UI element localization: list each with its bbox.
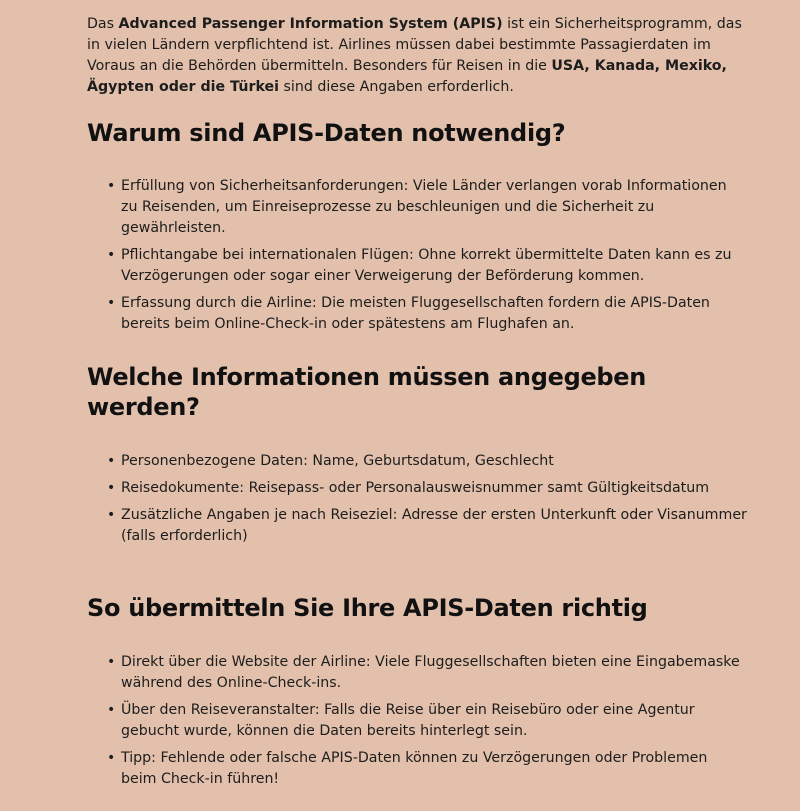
section-list-why [87, 176, 747, 341]
bullet-icon: • [107, 750, 116, 766]
list-item-text: Direkt über die Website der Airline: Viele Fluggesellschaften bieten eine Eingabemaske während des Online-Check-ins. [121, 654, 740, 691]
intro-paragraph [87, 14, 747, 98]
intro-text-3: sind diese Angaben erforderlich. [279, 79, 514, 95]
bullet-icon: • [107, 295, 116, 311]
list-item-text: Pflichtangabe bei internationalen Flügen: Ohne korrekt übermittelte Daten kann es zu Verzögerungen oder sogar einer Verweigerung der Beförderung kommen. [121, 247, 732, 284]
list-item [87, 478, 747, 499]
bullet-icon: • [107, 480, 116, 496]
list-item [87, 245, 747, 287]
section-list-which-info [87, 451, 747, 553]
list-item [87, 700, 747, 742]
bullet-icon: • [107, 453, 116, 469]
list-item [87, 652, 747, 694]
list-item-text: Erfüllung von Sicherheitsanforderungen: Viele Länder verlangen vorab Informationen zu Reisenden, um Einreiseprozesse zu beschleunigen und die Sicherheit zu gewährleisten. [121, 178, 727, 236]
bullet-icon: • [107, 654, 116, 670]
list-item [87, 293, 747, 335]
intro-bold-apis: Advanced Passenger Information System (APIS) [118, 16, 503, 32]
intro-text-1: Das [87, 16, 119, 32]
bullet-icon: • [107, 702, 116, 718]
list-item [87, 176, 747, 239]
list-item-text: Erfassung durch die Airline: Die meisten Fluggesellschaften fordern die APIS-Daten bereits beim Online-Check-in oder spätestens am Flughafen an. [121, 295, 710, 332]
intro-bold-countries: USA, Kanada, Mexiko, Ägypten oder die Türkei [87, 58, 727, 95]
bullet-icon: • [107, 507, 116, 523]
section-heading-why: Warum sind APIS-Daten notwendig? [87, 119, 566, 147]
intro-text-2: ist ein Sicherheitsprogramm, das in vielen Ländern verpflichtend ist. Airlines müssen dabei bestimmte Passagierdaten im Voraus an die Behörden übermitteln. Besonders für Reisen in die [87, 16, 742, 74]
list-item-text: Reisedokumente: Reisepass- oder Personalausweisnummer samt Gültigkeitsdatum [121, 480, 710, 496]
section-heading-how-to: So übermitteln Sie Ihre APIS-Daten richtig [87, 594, 648, 622]
section-list-how-to [87, 652, 747, 796]
bullet-icon: • [107, 247, 116, 263]
list-item-text: Zusätzliche Angaben je nach Reiseziel: Adresse der ersten Unterkunft oder Visanummer (falls erforderlich) [121, 507, 747, 544]
list-item-text: Tipp: Fehlende oder falsche APIS-Daten können zu Verzögerungen oder Problemen beim Check-in führen! [121, 750, 708, 787]
list-item-text: Personenbezogene Daten: Name, Geburtsdatum, Geschlecht [121, 453, 554, 469]
list-item [87, 505, 747, 547]
section-heading-which-info: Welche Informationen müssen angegeben werden? [87, 363, 647, 421]
bullet-icon: • [107, 178, 116, 194]
list-item [87, 451, 747, 472]
list-item [87, 748, 747, 790]
list-item-text: Über den Reiseveranstalter: Falls die Reise über ein Reisebüro oder eine Agentur gebucht wurde, können die Daten bereits hinterlegt sein. [121, 702, 695, 739]
